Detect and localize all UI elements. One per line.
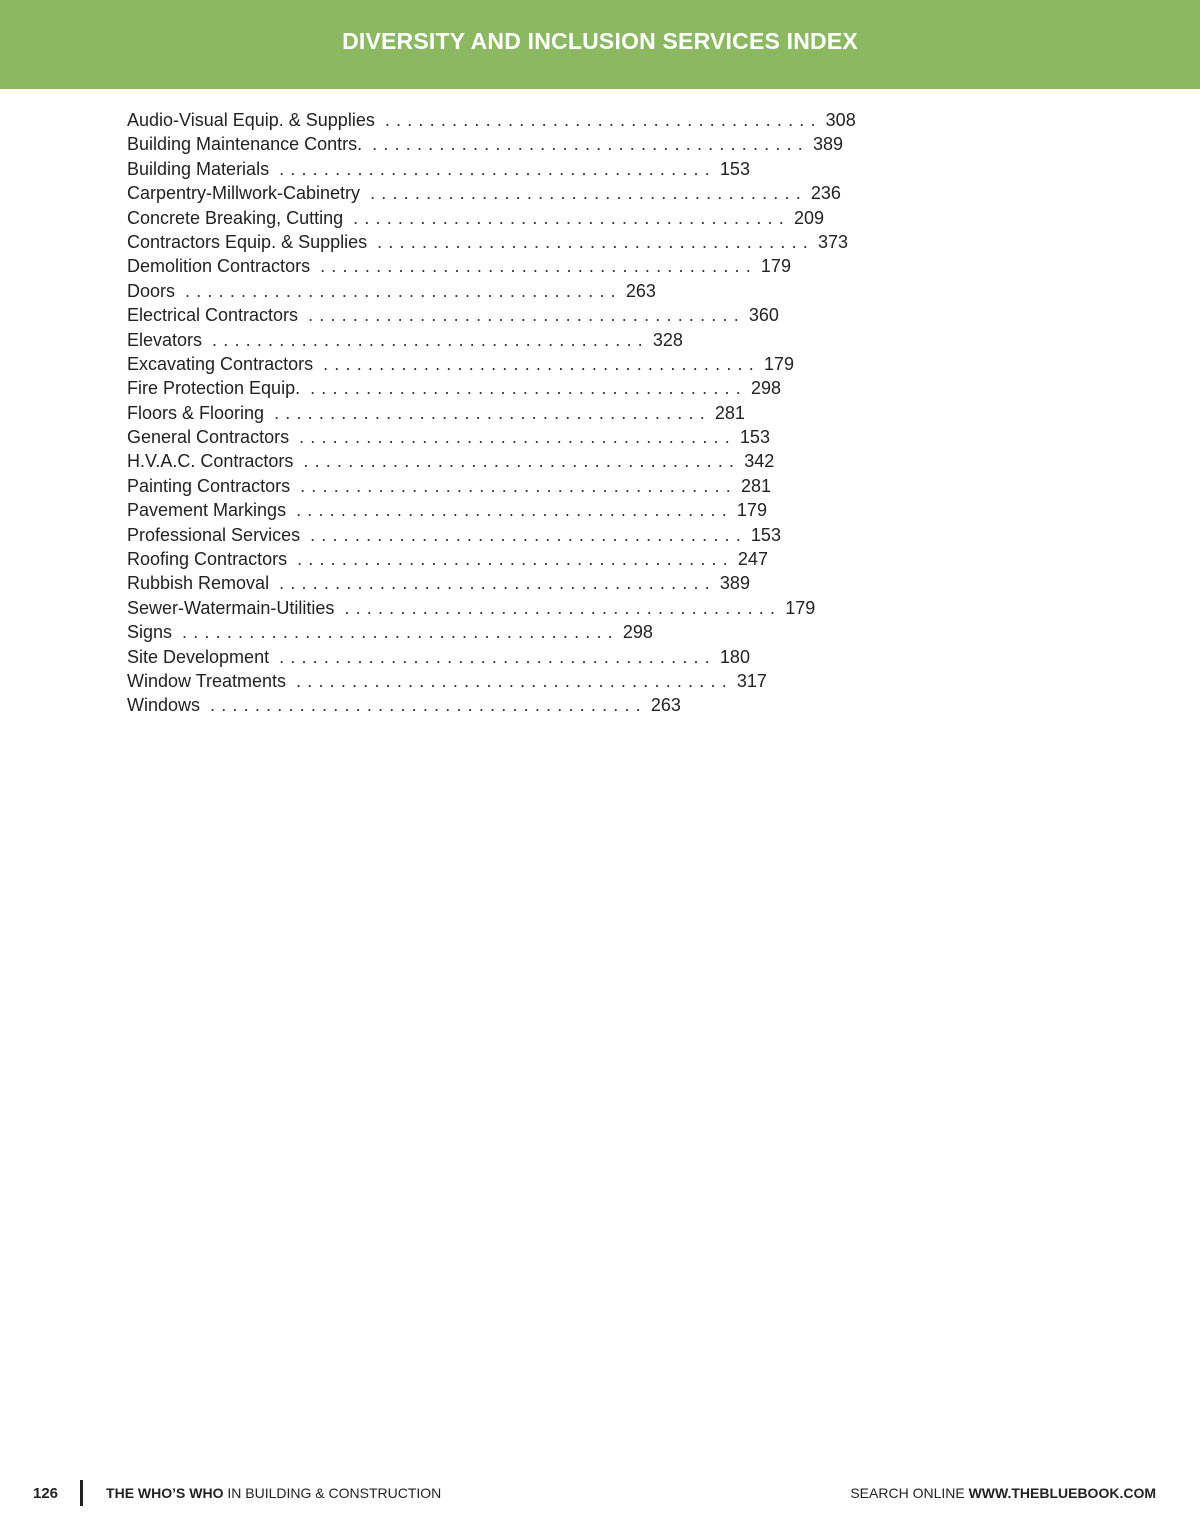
- index-entry-page: 179: [763, 353, 794, 374]
- footer-right: [850, 1480, 1156, 1506]
- index-entry-label: Demolition Contractors: [127, 256, 311, 277]
- index-entry-label: Electrical Contractors: [127, 305, 299, 326]
- page-number: 126: [33, 1484, 59, 1502]
- index-entry-page: 263: [625, 280, 656, 301]
- dot-leader: .......................................: [370, 183, 807, 204]
- index-entry[interactable]: [127, 425, 770, 449]
- index-entry[interactable]: [127, 303, 779, 327]
- index-entry[interactable]: [127, 571, 750, 595]
- index-entry-page: 153: [739, 427, 770, 448]
- dot-leader: .......................................: [210, 695, 647, 716]
- index-entry-label: Audio-Visual Equip. & Supplies: [127, 110, 375, 130]
- index-entry-label: Fire Protection Equip.: [127, 378, 301, 399]
- website-link[interactable]: WWW.THEBLUEBOOK.COM: [968, 1485, 1156, 1501]
- dot-leader: .......................................: [377, 231, 814, 252]
- dot-leader: .......................................: [303, 451, 741, 472]
- dot-leader: .......................................: [182, 622, 619, 643]
- dot-leader: .......................................: [323, 353, 760, 374]
- dot-leader: .......................................: [185, 280, 622, 301]
- index-entry-label: Carpentry-Millwork-Cabinetry: [127, 183, 361, 204]
- index-entry-page: 373: [817, 231, 849, 252]
- index-entry-label: Rubbish Removal: [127, 573, 270, 594]
- index-entry[interactable]: [127, 376, 781, 400]
- dot-leader: .......................................: [320, 256, 757, 277]
- index-entry[interactable]: [127, 401, 745, 425]
- index-entry[interactable]: [127, 645, 750, 669]
- index-entry-page: 179: [785, 597, 816, 618]
- index-entry-page: 281: [740, 475, 771, 496]
- index-entry-page: 298: [750, 378, 781, 399]
- dot-leader: .......................................: [279, 573, 716, 594]
- index-entry[interactable]: [127, 596, 816, 620]
- index-entry-page: 317: [736, 670, 767, 691]
- index-entry[interactable]: [127, 449, 775, 473]
- index-entry-label: General Contractors: [127, 427, 290, 448]
- index-entry[interactable]: [127, 157, 750, 181]
- index-entry-label: Roofing Contractors: [127, 549, 288, 570]
- index-entry-page: 153: [750, 524, 781, 545]
- header-bar: [0, 0, 1200, 89]
- index-entry-label: Painting Contractors: [127, 475, 291, 496]
- index-entry-page: 342: [744, 451, 775, 472]
- index-entry-page: 281: [714, 402, 745, 423]
- index-entry[interactable]: [127, 108, 856, 132]
- index-entry[interactable]: [127, 230, 849, 254]
- index-list: [127, 108, 856, 718]
- index-entry-label: Window Treatments: [127, 670, 287, 691]
- index-entry-label: Doors: [127, 280, 176, 301]
- index-entry-page: 247: [737, 549, 768, 570]
- publication-name-rest: IN BUILDING & CONSTRUCTION: [223, 1485, 442, 1501]
- index-entry-page: 236: [810, 183, 841, 204]
- index-entry-page: 209: [793, 207, 825, 228]
- dot-leader: .......................................: [279, 646, 716, 667]
- index-entry[interactable]: [127, 498, 767, 522]
- index-entry-label: Signs: [127, 622, 173, 643]
- index-entry[interactable]: [127, 352, 794, 376]
- dot-leader: .......................................: [310, 524, 747, 545]
- index-entry-page: 298: [622, 622, 653, 643]
- index-entry-page: 153: [719, 158, 750, 179]
- index-entry[interactable]: [127, 254, 791, 278]
- dot-leader: .......................................: [384, 110, 822, 130]
- index-entry[interactable]: [127, 328, 683, 352]
- index-entry-label: H.V.A.C. Contractors: [127, 451, 294, 472]
- dot-leader: .......................................: [296, 500, 733, 521]
- dot-leader: .......................................: [372, 134, 809, 155]
- dot-leader: .......................................: [300, 475, 737, 496]
- index-entry-label: Floors & Flooring: [127, 402, 265, 423]
- index-entry-page: 179: [760, 256, 791, 277]
- index-entry[interactable]: [127, 132, 844, 156]
- index-entry-label: Pavement Markings: [127, 500, 287, 521]
- dot-leader: .......................................: [310, 378, 747, 399]
- dot-leader: .......................................: [308, 305, 745, 326]
- search-online-label: SEARCH ONLINE: [850, 1485, 969, 1501]
- page-title: DIVERSITY AND INCLUSION SERVICES INDEX: [342, 28, 858, 54]
- index-entry-label: Building Materials: [127, 158, 270, 179]
- dot-leader: .......................................: [297, 549, 734, 570]
- dot-leader: .......................................: [299, 427, 736, 448]
- publication-name-bold: THE WHO’S WHO: [106, 1485, 224, 1501]
- index-entry-page: 328: [652, 329, 683, 350]
- index-entry-label: Concrete Breaking, Cutting: [127, 207, 344, 228]
- index-entry-label: Elevators: [127, 329, 203, 350]
- index-entry[interactable]: [127, 523, 781, 547]
- dot-leader: .......................................: [344, 597, 782, 618]
- index-entry-label: Contractors Equip. & Supplies: [127, 231, 368, 252]
- footer-divider: [80, 1480, 83, 1506]
- index-entry-label: Building Maintenance Contrs.: [127, 134, 363, 155]
- index-entry-page: 389: [812, 134, 844, 155]
- footer-left: [33, 1480, 441, 1506]
- dot-leader: .......................................: [212, 329, 649, 350]
- index-entry[interactable]: [127, 620, 653, 644]
- dot-leader: .......................................: [296, 670, 733, 691]
- index-entry[interactable]: [127, 547, 768, 571]
- index-entry-label: Professional Services: [127, 524, 301, 545]
- index-entry-label: Windows: [127, 695, 201, 716]
- index-entry-page: 360: [748, 305, 779, 326]
- index-entry[interactable]: [127, 181, 841, 205]
- index-entry-label: Excavating Contractors: [127, 353, 314, 374]
- dot-leader: .......................................: [279, 158, 716, 179]
- index-entry-page: 389: [719, 573, 750, 594]
- index-entry[interactable]: [127, 279, 656, 303]
- dot-leader: .......................................: [353, 207, 790, 228]
- index-entry[interactable]: [127, 206, 825, 230]
- index-entry-page: 180: [719, 646, 750, 667]
- index-entry-page: 308: [825, 110, 856, 130]
- index-entry[interactable]: [127, 474, 771, 498]
- index-entry-page: 179: [736, 500, 767, 521]
- index-entry[interactable]: [127, 669, 767, 693]
- dot-leader: .......................................: [274, 402, 711, 423]
- index-entry-label: Site Development: [127, 646, 270, 667]
- index-entry-label: Sewer-Watermain-Utilities: [127, 597, 335, 618]
- index-entry-page: 263: [650, 695, 681, 716]
- index-entry[interactable]: [127, 693, 681, 717]
